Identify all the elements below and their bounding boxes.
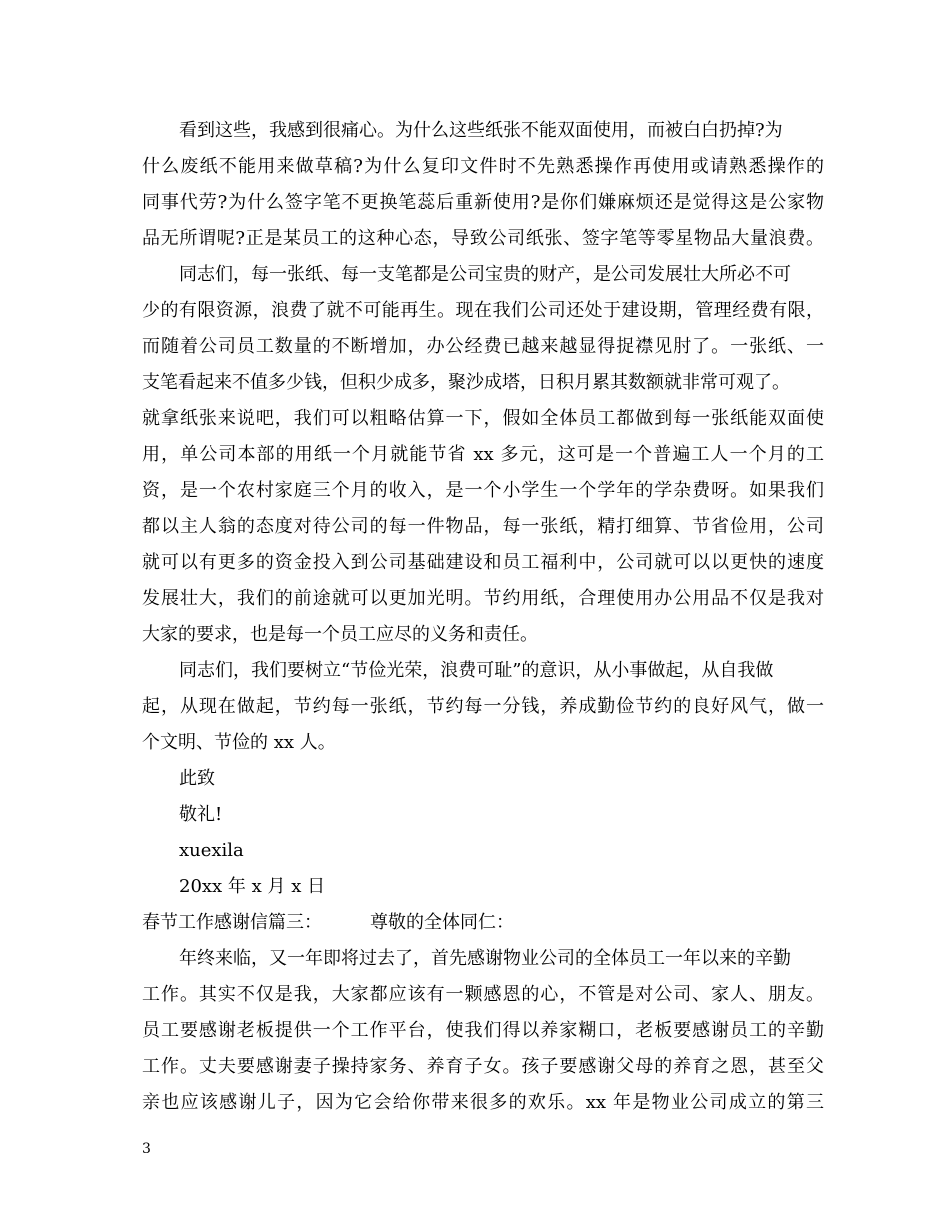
paragraph-line: 品无所谓呢?正是某员工的这种心态，导致公司纸张、签字笔等零星物品大量浪费。	[142, 228, 824, 249]
paragraph-line: 同事代劳?为什么签字笔不更换笔蕊后重新使用?是你们嫌麻烦还是觉得这是公家物	[142, 192, 824, 213]
paragraph-line: 而随着公司员工数量的不断增加，办公经费已越来越显得捉襟见肘了。一张纸、一	[142, 336, 824, 357]
paragraph-line: 工作。丈夫要感谢妻子操持家务、养育子女。孩子要感谢父母的养育之恩，甚至父	[142, 1056, 824, 1077]
paragraph-line: 都以主人翁的态度对待公司的每一件物品，每一张纸，精打细算、节省俭用，公司	[142, 516, 824, 537]
paragraph-line: 亲也应该感谢儿子，因为它会给你带来很多的欢乐。xx 年是物业公司成立的第三	[142, 1092, 824, 1113]
paragraph-line: 就拿纸张来说吧，我们可以粗略估算一下，假如全体员工都做到每一张纸能双面使	[142, 408, 824, 429]
paragraph-line: 员工要感谢老板提供一个工作平台，使我们得以养家糊口，老板要感谢员工的辛勤	[142, 1020, 824, 1041]
paragraph-line: 看到这些，我感到很痛心。为什么这些纸张不能双面使用，而被白白扔掉?为	[179, 120, 783, 141]
section-heading: 春节工作感谢信篇三：	[142, 912, 322, 933]
paragraph-line: 大家的要求，也是每一个员工应尽的义务和责任。	[142, 624, 538, 645]
paragraph-line: 年终来临，又一年即将过去了，首先感谢物业公司的全体员工一年以来的辛勤	[179, 948, 791, 969]
section-heading-row	[142, 911, 514, 935]
paragraph-line: 用，单公司本部的用纸一个月就能节省 xx 多元，这可是一个普遍工人一个月的工	[142, 444, 824, 465]
paragraph-line: 支笔看起来不值多少钱，但积少成多，聚沙成塔，日积月累其数额就非常可观了。	[142, 372, 790, 393]
letter-date: 20xx 年 x 月 x 日	[179, 876, 326, 897]
closing-salutation: 此致	[179, 768, 215, 789]
paragraph-line: 个文明、节俭的 xx 人。	[142, 732, 336, 753]
paragraph-line: 就可以有更多的资金投入到公司基础建设和员工福利中，公司就可以以更快的速度	[142, 552, 824, 573]
paragraph-line: 少的有限资源，浪费了就不可能再生。现在我们公司还处于建设期，管理经费有限，	[142, 300, 824, 321]
paragraph-line: 资，是一个农村家庭三个月的收入，是一个小学生一个学年的学杂费呀。如果我们	[142, 480, 824, 501]
page-number: 3	[142, 1141, 151, 1157]
closing-regards: 敬礼!	[179, 804, 223, 825]
paragraph-line: 发展壮大，我们的前途就可以更加光明。节约用纸，合理使用办公用品不仅是我对	[142, 588, 824, 609]
signature: xuexila	[179, 840, 244, 861]
paragraph-line: 什么废纸不能用来做草稿?为什么复印文件时不先熟悉操作再使用或请熟悉操作的	[142, 156, 824, 177]
paragraph-line: 同志们，每一张纸、每一支笔都是公司宝贵的财产，是公司发展壮大所必不可	[179, 264, 791, 285]
paragraph-line: 起，从现在做起，节约每一张纸，节约每一分钱，养成勤俭节约的良好风气，做一	[142, 696, 824, 717]
letter-greeting: 尊敬的全体同仁：	[370, 912, 514, 933]
paragraph-line: 同志们，我们要树立“节俭光荣，浪费可耻”的意识，从小事做起，从自我做	[179, 660, 774, 681]
paragraph-line: 工作。其实不仅是我，大家都应该有一颗感恩的心，不管是对公司、家人、朋友。	[142, 984, 824, 1005]
